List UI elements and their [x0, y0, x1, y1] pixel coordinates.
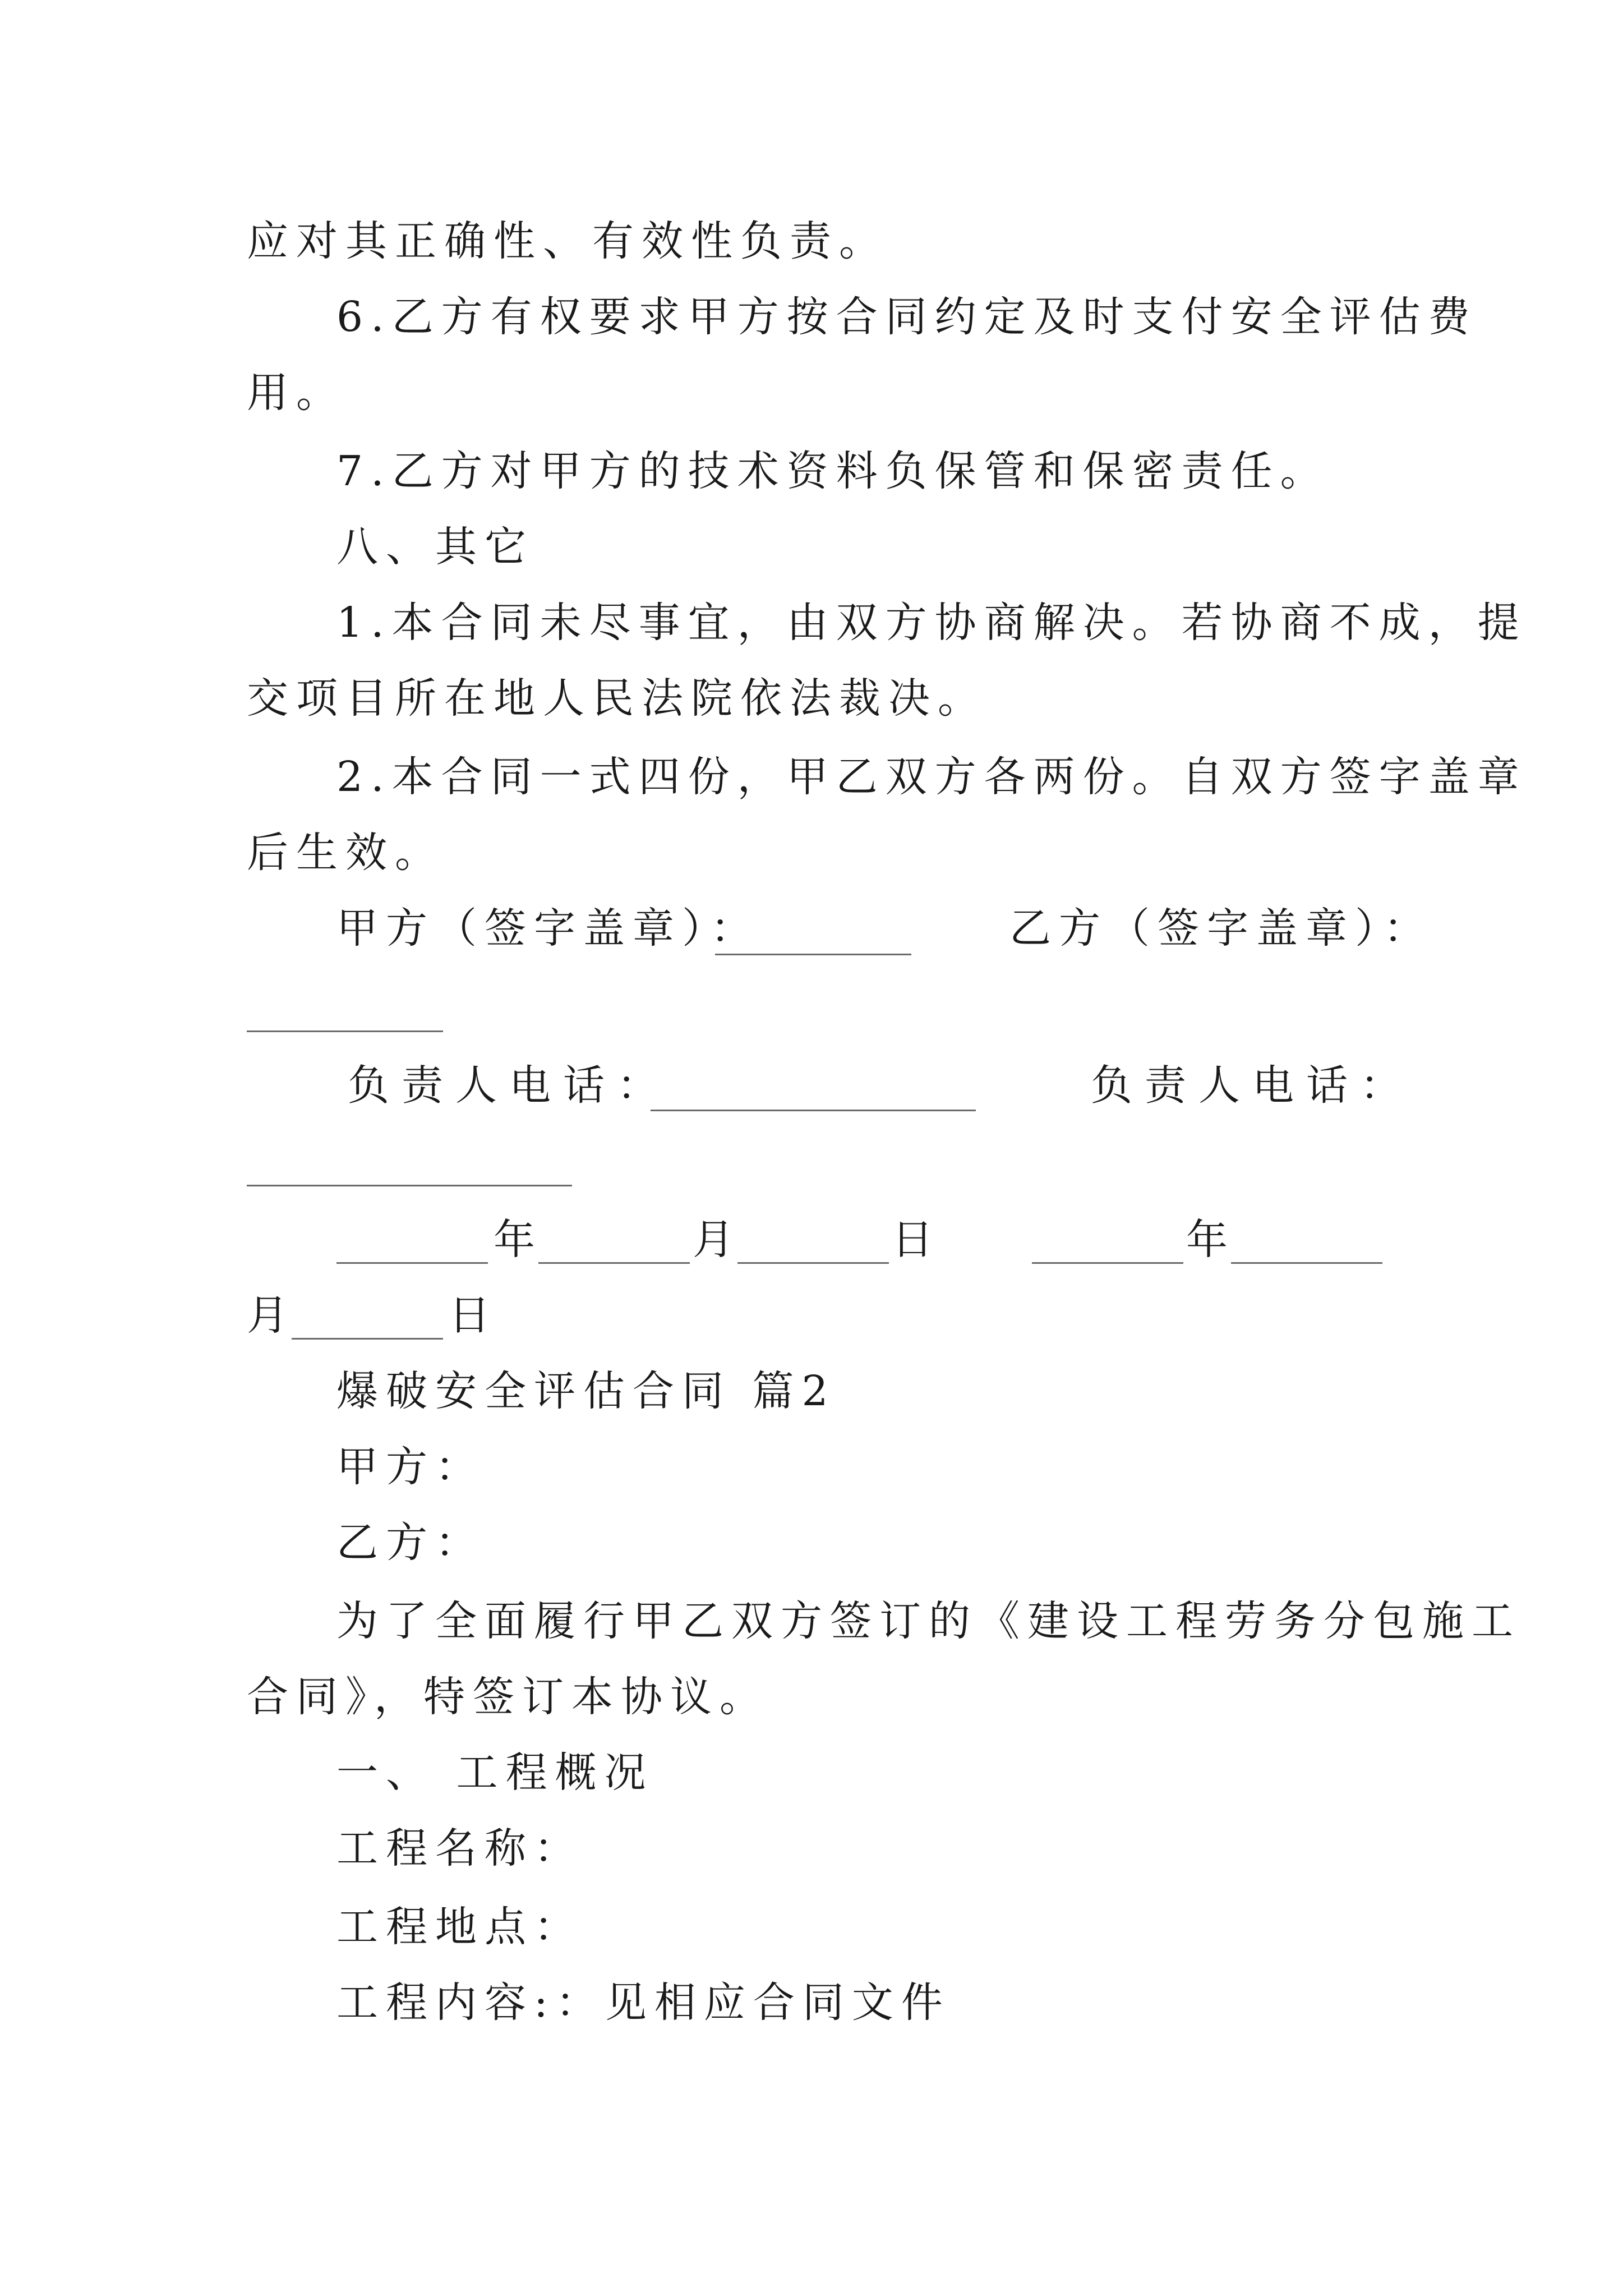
- text-line-6: 交项目所在地人民法院依法裁决。: [247, 674, 987, 723]
- party-a-month-label: 月: [693, 1216, 742, 1264]
- part2-intro-line-2: 合同》，特签订本协议。: [247, 1673, 769, 1721]
- party-a-sign-label: 甲方（签字盖章）：: [336, 904, 760, 953]
- part2-section-1-heading: 一、 工程概况: [336, 1749, 654, 1797]
- party-b-phone-blank: [247, 1185, 572, 1186]
- party-b-sign-blank: [247, 1030, 443, 1032]
- party-b-day-label: 日: [449, 1291, 498, 1340]
- text-line-3: 用。: [247, 369, 345, 417]
- party-a-day-blank: [737, 1262, 889, 1264]
- party-b-phone-label: 负责人电话：: [1091, 1061, 1414, 1110]
- party-b-sign-label: 乙方（签字盖章）：: [1009, 904, 1433, 953]
- part2-intro-line-1: 为了全面履行甲乙双方签订的《建设工程劳务分包施工: [336, 1597, 1521, 1645]
- party-a-phone-blank: [651, 1110, 976, 1111]
- part2-party-b: 乙方：: [336, 1519, 485, 1567]
- text-line-7: 2.本合同一式四份，甲乙双方各两份。自双方签字盖章: [336, 753, 1527, 801]
- party-b-year-label: 年: [1186, 1216, 1235, 1264]
- text-line-5: 1.本合同未尽事宜，由双方协商解决。若协商不成，提: [336, 599, 1527, 647]
- section-heading-8: 八、其它: [336, 523, 534, 571]
- party-b-month-label: 月: [247, 1291, 296, 1340]
- party-a-sign-blank: [715, 954, 911, 955]
- text-line-2: 6.乙方有权要求甲方按合同约定及时支付安全评估费: [336, 293, 1478, 341]
- text-line-1: 应对其正确性、有效性负责。: [247, 217, 888, 265]
- party-a-phone-label: 负责人电话：: [348, 1061, 671, 1110]
- part2-project-content: 工程内容:：见相应合同文件: [336, 1978, 951, 2027]
- text-line-8: 后生效。: [247, 829, 444, 877]
- part2-party-a: 甲方：: [336, 1443, 485, 1491]
- party-b-month-blank: [1231, 1262, 1382, 1264]
- party-a-month-blank: [538, 1262, 690, 1264]
- party-b-year-blank: [1032, 1262, 1183, 1264]
- party-a-day-label: 日: [892, 1216, 941, 1264]
- part2-title: 爆破安全评估合同 篇2: [336, 1367, 836, 1415]
- part2-project-name: 工程名称：: [336, 1824, 583, 1872]
- text-line-4: 7.乙方对甲方的技术资料负保管和保密责任。: [336, 447, 1330, 495]
- part2-project-location: 工程地点：: [336, 1903, 583, 1951]
- party-b-day-blank: [292, 1338, 443, 1340]
- party-a-year-blank: [336, 1262, 488, 1264]
- party-a-year-label: 年: [494, 1216, 543, 1264]
